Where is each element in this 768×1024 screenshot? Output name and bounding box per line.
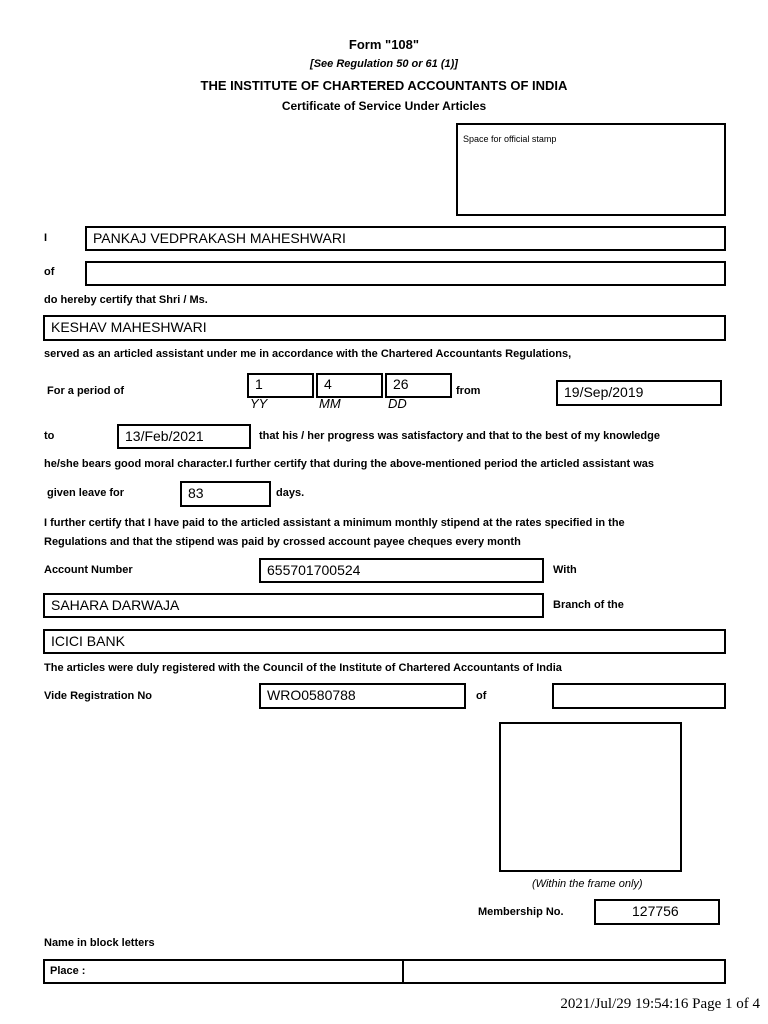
account-number-field[interactable] [259, 558, 544, 583]
assistant-name-value: KESHAV MAHESHWARI [51, 319, 207, 335]
label-period: For a period of [47, 385, 124, 397]
period-years-field[interactable] [247, 373, 314, 398]
branch-name-field[interactable] [43, 593, 544, 618]
unit-yy: YY [250, 396, 268, 411]
form-title: Form "108" [348, 37, 420, 52]
bank-name-field[interactable] [43, 629, 726, 654]
label-account: Account Number [44, 564, 133, 576]
block-letters-label: Name in block letters [44, 937, 155, 949]
to-date-value: 13/Feb/2021 [125, 428, 204, 444]
label-leave: given leave for [47, 487, 125, 499]
principal-name-value: PANKAJ VEDPRAKASH MAHESHWARI [93, 230, 346, 246]
label-membership: Membership No. [478, 906, 564, 918]
label-to: to [44, 430, 55, 442]
stipend-text-2: Regulations and that the stipend was paid by crossed account payee cheques every month [44, 536, 521, 548]
page-footer: 2021/Jul/29 19:54:16 Page 1 of 4 [560, 996, 760, 1012]
institute-name: THE INSTITUTE OF CHARTERED ACCOUNTANTS OF INDIA [200, 78, 568, 93]
account-number-value: 655701700524 [267, 562, 361, 578]
period-months-value: 4 [324, 376, 332, 392]
label-with: With [553, 564, 577, 576]
registration-no-value: WRO0580788 [267, 687, 356, 703]
label-of-registration: of [476, 690, 487, 702]
unit-dd: DD [388, 396, 407, 411]
signature-frame[interactable] [499, 722, 682, 872]
to-date-field[interactable] [117, 424, 251, 449]
period-months-field[interactable] [316, 373, 383, 398]
frame-note: (Within the frame only) [532, 878, 643, 890]
unit-mm: MM [319, 396, 341, 411]
label-from: from [456, 385, 481, 397]
label-place: Place : [50, 965, 86, 977]
assistant-name-field[interactable] [43, 315, 726, 341]
from-date-value: 19/Sep/2019 [564, 384, 644, 400]
leave-days-field[interactable] [180, 481, 271, 507]
stipend-text-1: I further certify that I have paid to the articled assistant a minimum monthly stipend at the rates specified in the [44, 517, 625, 529]
label-vide: Vide Registration No [44, 690, 152, 702]
certify-text: do hereby certify that Shri / Ms. [44, 294, 208, 306]
from-date-field[interactable] [556, 380, 722, 406]
registration-no-field[interactable] [259, 683, 466, 709]
registration-of-field[interactable] [552, 683, 726, 709]
stamp-label: Space for official stamp [463, 134, 557, 144]
regulation-reference: [See Regulation 50 or 61 (1)] [310, 58, 458, 70]
principal-name-field[interactable] [85, 226, 726, 251]
leave-days-value: 83 [188, 485, 204, 501]
bank-name-value: ICICI BANK [51, 633, 125, 649]
label-branch: Branch of the [553, 599, 624, 611]
place-right-cell[interactable] [402, 959, 726, 984]
period-days-field[interactable] [385, 373, 452, 398]
principal-address-field[interactable] [85, 261, 726, 286]
progress-text: that his / her progress was satisfactory and that to the best of my knowledge [259, 430, 660, 442]
registered-text: The articles were duly registered with the Council of the Institute of Chartered Accountants of India [44, 662, 562, 674]
label-i: I [44, 232, 48, 244]
period-years-value: 1 [255, 376, 263, 392]
label-days: days. [276, 487, 305, 499]
membership-no-value: 127756 [632, 903, 679, 919]
label-of: of [44, 266, 55, 278]
place-field[interactable] [43, 959, 404, 984]
character-text: he/she bears good moral character.I further certify that during the above-mentioned period the articled assistant was [44, 458, 655, 470]
served-text: served as an articled assistant under me in accordance with the Chartered Accountants Regulations, [44, 348, 572, 360]
certificate-title: Certificate of Service Under Articles [281, 99, 487, 113]
membership-no-field[interactable] [594, 899, 720, 925]
branch-name-value: SAHARA DARWAJA [51, 597, 180, 613]
official-stamp-box [456, 123, 726, 216]
period-days-value: 26 [393, 376, 409, 392]
